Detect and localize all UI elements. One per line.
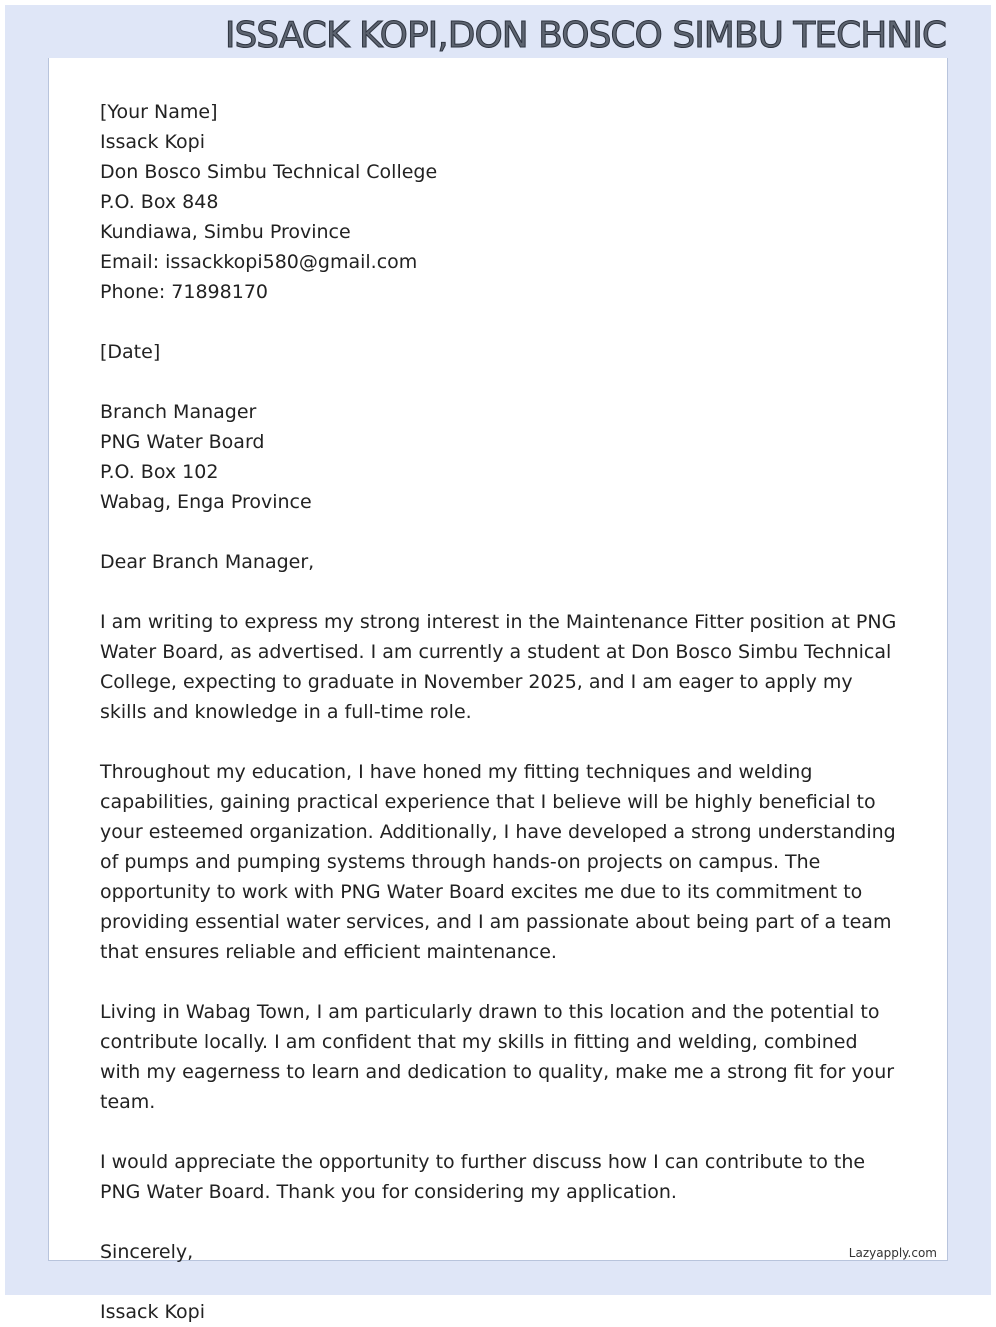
spacer	[100, 517, 900, 547]
header-title: ISSACK KOPI,DON BOSCO SIMBU TECHNIC	[224, 15, 946, 56]
sender-name: Issack Kopi	[100, 131, 206, 153]
spacer	[100, 727, 900, 757]
recipient-block	[100, 397, 900, 517]
watermark: Lazyapply.com	[848, 1246, 937, 1260]
recipient-organization: PNG Water Board	[100, 431, 265, 453]
spacer	[100, 367, 900, 397]
spacer	[100, 1117, 900, 1147]
sender-po-box: P.O. Box 848	[100, 191, 219, 213]
sender-email: Email: issackkopi580@gmail.com	[100, 251, 418, 273]
body-paragraph: I am writing to express my strong interest in the Maintenance Fitter position at PNG Water Board, as advertised. I am currently a student at Don Bosco Simbu Technical College, expecting to graduate in November 2025, and I am eager to apply my skills and knowledge in a full-time role.	[100, 611, 897, 723]
sender-location: Kundiawa, Simbu Province	[100, 221, 351, 243]
page-header	[48, 14, 948, 63]
body-paragraph: I would appreciate the opportunity to further discuss how I can contribute to the PNG Water Board. Thank you for considering my application.	[100, 1151, 866, 1203]
recipient-po-box: P.O. Box 102	[100, 461, 219, 483]
spacer	[100, 967, 900, 997]
spacer	[100, 1207, 900, 1237]
body-paragraph: Living in Wabag Town, I am particularly drawn to this location and the potential to contribute locally. I am confident that my skills in fitting and welding, combined with my eagerness to learn and dedication to quality, make me a strong fit for your team.	[100, 1001, 895, 1113]
sender-institution: Don Bosco Simbu Technical College	[100, 161, 438, 183]
sender-phone: Phone: 71898170	[100, 281, 269, 303]
sender-block	[100, 97, 900, 307]
recipient-title: Branch Manager	[100, 401, 257, 423]
signature-name: Issack Kopi	[100, 1301, 206, 1323]
letter-date: [Date]	[100, 341, 161, 363]
sender-placeholder-name: [Your Name]	[100, 101, 218, 123]
spacer	[100, 577, 900, 607]
spacer	[100, 307, 900, 337]
letter-body	[100, 97, 900, 1327]
spacer	[100, 1267, 900, 1297]
salutation: Dear Branch Manager,	[100, 551, 315, 573]
recipient-location: Wabag, Enga Province	[100, 491, 312, 513]
body-paragraph: Throughout my education, I have honed my fitting techniques and welding capabilities, gaining practical experience that I believe will be highly beneficial to your esteemed organization. Additionally, I have developed a strong understanding of pumps and pumping systems through hands-on projects on campus. The opportunity to work with PNG Water Board excites me due to its commitment to providing essential water services, and I am passionate about being part of a team that ensures reliable and efficient maintenance.	[100, 761, 896, 963]
closing: Sincerely,	[100, 1241, 194, 1263]
